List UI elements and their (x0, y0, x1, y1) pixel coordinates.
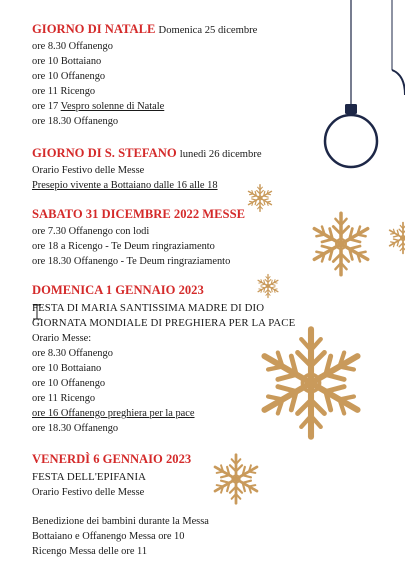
schedule-line: Ricengo Messa delle ore 11 (32, 546, 148, 557)
schedule-line: ore 10 Offanengo (32, 71, 106, 82)
schedule-line: ore 11 Ricengo (32, 86, 96, 97)
schedule-line: ore 10 Bottaiano (32, 363, 102, 374)
feast-title: FESTA DELL'EPIFANIA (32, 471, 147, 483)
section-heading (32, 146, 262, 162)
vespro-link[interactable]: Vespro solenne di Natale (60, 101, 165, 112)
schedule-line: ore 11 Ricengo (32, 393, 96, 404)
schedule-line: ore 10 Bottaiano (32, 56, 102, 67)
heading-text: SABATO 31 DICEMBRE 2022 MESSE (32, 207, 245, 221)
heading-date: Domenica 25 dicembre (158, 25, 258, 36)
schedule-line: Benedizione dei bambini durante la Messa (32, 516, 209, 527)
schedule-line: ore 18 a Ricengo - Te Deum ringraziamento (32, 241, 215, 252)
schedule-line (32, 100, 164, 113)
presepio-link[interactable]: Presepio vivente a Bottaiano dalle 16 alle 18 (32, 180, 218, 191)
section-heading (32, 22, 257, 38)
schedule-line: ore 10 Offanengo (32, 378, 106, 389)
schedule-time: ore 17 (32, 101, 61, 112)
feast-subtitle: GIORNATA MONDIALE DI PREGHIERA PER LA PACE (32, 317, 296, 329)
peace-prayer-link[interactable]: ore 16 Offanengo preghiera per la pace (32, 408, 195, 419)
schedule-line: Bottaiano e Offanengo Messa ore 10 (32, 531, 185, 542)
section-heading (32, 283, 204, 298)
cursor-icon (32, 304, 42, 320)
schedule-line: ore 18.30 Offanengo - Te Deum ringraziamento (32, 256, 231, 267)
heading-text: DOMENICA 1 GENNAIO 2023 (32, 283, 204, 297)
schedule-line: ore 18.30 Offanengo (32, 116, 119, 127)
schedule-line: ore 18.30 Offanengo (32, 423, 119, 434)
section-heading (32, 207, 245, 222)
heading-text: GIORNO DI S. STEFANO (32, 146, 177, 160)
heading-text: GIORNO DI NATALE (32, 22, 156, 36)
feast-title: FESTA DI MARIA SANTISSIMA MADRE DI DIO (32, 302, 265, 314)
schedule-line: Orario Festivo delle Messe (32, 165, 145, 176)
schedule-line: ore 8.30 Offanengo (32, 348, 113, 359)
schedule-line: ore 7.30 Offanengo con lodi (32, 226, 150, 237)
schedule-line: ore 8.30 Offanengo (32, 41, 113, 52)
schedule-line: Orario Festivo delle Messe (32, 487, 145, 498)
section-heading (32, 452, 191, 467)
heading-text: VENERDÌ 6 GENNAIO 2023 (32, 452, 192, 466)
heading-date: lunedì 26 dicembre (179, 149, 262, 160)
schedule-line: Orario Messe: (32, 333, 92, 344)
